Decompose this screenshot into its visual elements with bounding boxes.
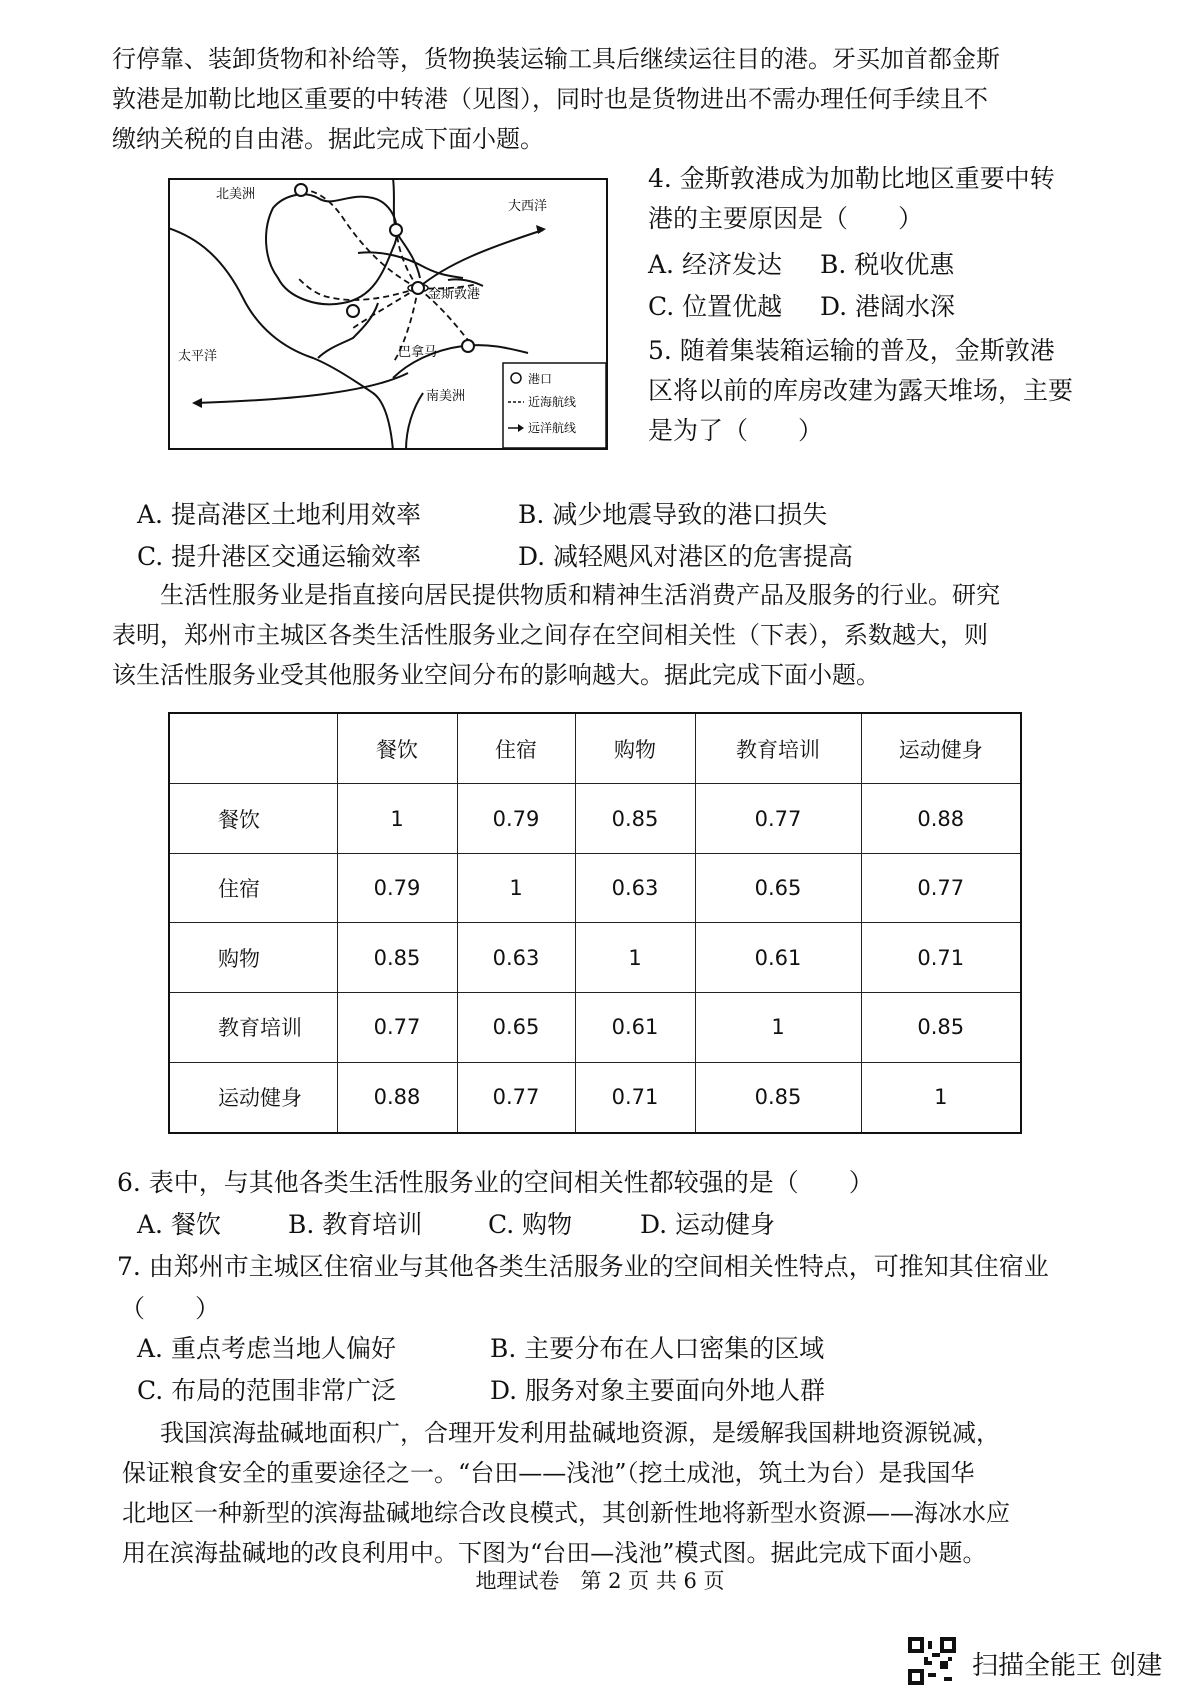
intro-line: 行停靠、装卸货物和补给等，货物换装运输工具后继续运往目的港。牙买加首都金斯 — [112, 45, 1000, 73]
table-cell: 1 — [457, 853, 575, 923]
table-row — [169, 993, 1021, 1063]
table-cell: 0.65 — [695, 853, 861, 923]
q7-option-d: D. 服务对象主要面向外地人群 — [490, 1376, 826, 1405]
q7-stem: （ ） — [120, 1294, 221, 1323]
correlation-table — [168, 712, 1022, 1134]
legend-near-route: 近海航线 — [528, 395, 577, 409]
table-cell: 0.88 — [861, 784, 1021, 854]
table-cell: 0.77 — [861, 853, 1021, 923]
table-cell: 0.85 — [695, 1062, 861, 1133]
row-header: 餐饮 — [169, 784, 337, 854]
table-cell: 1 — [695, 993, 861, 1063]
q6-option-d: D. 运动健身 — [640, 1210, 776, 1239]
q4-option-c: C. 位置优越 — [648, 292, 783, 321]
table-cell: 0.71 — [861, 923, 1021, 993]
table-cell: 0.77 — [457, 1062, 575, 1133]
q4-option-a: A. 经济发达 — [648, 250, 782, 279]
table-header-cell: 运动健身 — [861, 713, 1021, 784]
table-cell: 0.79 — [457, 784, 575, 854]
table-cell: 0.85 — [575, 784, 695, 854]
page-footer: 地理试卷 第 2 页 共 6 页 — [475, 1569, 725, 1593]
q6-option-b: B. 教育培训 — [288, 1210, 423, 1239]
row-header: 运动健身 — [169, 1062, 337, 1133]
q6-option-a: A. 餐饮 — [137, 1210, 221, 1239]
table-cell: 0.71 — [575, 1062, 695, 1133]
q7-option-c: C. 布局的范围非常广泛 — [137, 1376, 397, 1405]
intro-line: 敦港是加勒比地区重要的中转港（见图），同时也是货物进出不需办理任何手续且不 — [112, 85, 988, 113]
q6-option-c: C. 购物 — [488, 1210, 573, 1239]
map-label-atlantic: 大西洋 — [508, 199, 548, 214]
table-cell: 0.88 — [337, 1062, 457, 1133]
table-cell: 0.63 — [457, 923, 575, 993]
intro-line: 缴纳关税的自由港。据此完成下面小题。 — [112, 125, 544, 153]
table-header-cell — [169, 713, 337, 784]
table-cell: 0.85 — [861, 993, 1021, 1063]
table-row — [169, 923, 1021, 993]
q7-stem: 7. 由郑州市主城区住宿业与其他各类生活服务业的空间相关性特点，可推知其住宿业 — [117, 1252, 1049, 1281]
q5-option-b: B. 减少地震导致的港口损失 — [518, 500, 828, 529]
table-cell: 0.77 — [337, 993, 457, 1063]
q7-option-b: B. 主要分布在人口密集的区域 — [490, 1334, 825, 1363]
q4-option-b: B. 税收优惠 — [820, 250, 955, 279]
table-header-cell: 餐饮 — [337, 713, 457, 784]
passage3-line: 北地区一种新型的滨海盐碱地综合改良模式，其创新性地将新型水资源——海冰水应 — [122, 1499, 1010, 1527]
table-header-cell: 购物 — [575, 713, 695, 784]
q5-option-a: A. 提高港区土地利用效率 — [137, 500, 421, 529]
table-cell: 0.79 — [337, 853, 457, 923]
table-header-row — [169, 713, 1021, 784]
table-cell: 0.63 — [575, 853, 695, 923]
row-header: 教育培训 — [169, 993, 337, 1063]
table-cell: 0.77 — [695, 784, 861, 854]
passage2-line: 生活性服务业是指直接向居民提供物质和精神生活消费产品及服务的行业。研究 — [160, 581, 1000, 609]
q4-stem: 港的主要原因是（ ） — [648, 204, 924, 233]
passage3-line: 保证粮食安全的重要途径之一。“台田——浅池”（挖土成池，筑土为台）是我国华 — [122, 1459, 975, 1487]
q4-stem: 4. 金斯敦港成为加勒比地区重要中转 — [648, 164, 1055, 193]
q7-option-a: A. 重点考虑当地人偏好 — [137, 1334, 396, 1363]
q4-option-d: D. 港阔水深 — [820, 292, 956, 321]
scanner-watermark-text: 扫描全能王 创建 — [972, 1651, 1163, 1681]
scanner-watermark — [908, 1637, 1188, 1687]
table-row — [169, 1062, 1021, 1133]
table-row — [169, 784, 1021, 854]
map-label-south-america: 南美洲 — [426, 389, 466, 404]
q6-stem: 6. 表中，与其他各类生活性服务业的空间相关性都较强的是（ ） — [117, 1168, 874, 1197]
q5-option-c: C. 提升港区交通运输效率 — [137, 542, 422, 571]
q5-option-d: D. 减轻飓风对港区的危害提高 — [518, 542, 854, 571]
table-cell: 0.61 — [695, 923, 861, 993]
passage2-line: 该生活性服务业受其他服务业空间分布的影响越大。据此完成下面小题。 — [112, 661, 880, 689]
row-header: 购物 — [169, 923, 337, 993]
table-header-cell: 住宿 — [457, 713, 575, 784]
passage3-line: 我国滨海盐碱地面积广，合理开发利用盐碱地资源，是缓解我国耕地资源锐减， — [160, 1419, 1000, 1447]
map-label-panama: 巴拿马 — [398, 345, 438, 360]
table-cell: 0.65 — [457, 993, 575, 1063]
qr-code-icon — [908, 1637, 956, 1685]
table-row — [169, 853, 1021, 923]
passage3-line: 用在滨海盐碱地的改良利用中。下图为“台田—浅池”模式图。据此完成下面小题。 — [122, 1539, 987, 1567]
table-cell: 1 — [575, 923, 695, 993]
table-header-cell: 教育培训 — [695, 713, 861, 784]
caribbean-map — [168, 178, 608, 450]
map-label-pacific: 太平洋 — [178, 349, 218, 364]
q5-stem: 是为了（ ） — [648, 416, 824, 445]
table-cell: 1 — [337, 784, 457, 854]
map-label-kingston: 金斯敦港 — [428, 287, 481, 302]
q5-stem: 区将以前的库房改建为露天堆场，主要 — [648, 376, 1074, 405]
row-header: 住宿 — [169, 853, 337, 923]
table-cell: 0.61 — [575, 993, 695, 1063]
table-cell: 0.85 — [337, 923, 457, 993]
passage2-line: 表明，郑州市主城区各类生活性服务业之间存在空间相关性（下表），系数越大，则 — [112, 621, 988, 649]
legend-port: 港口 — [528, 372, 553, 386]
legend-ocean-route: 远洋航线 — [528, 421, 577, 435]
table-cell: 1 — [861, 1062, 1021, 1133]
map-legend — [503, 363, 606, 448]
q5-stem: 5. 随着集装箱运输的普及，金斯敦港 — [648, 336, 1055, 365]
map-label-north-america: 北美洲 — [216, 187, 256, 202]
